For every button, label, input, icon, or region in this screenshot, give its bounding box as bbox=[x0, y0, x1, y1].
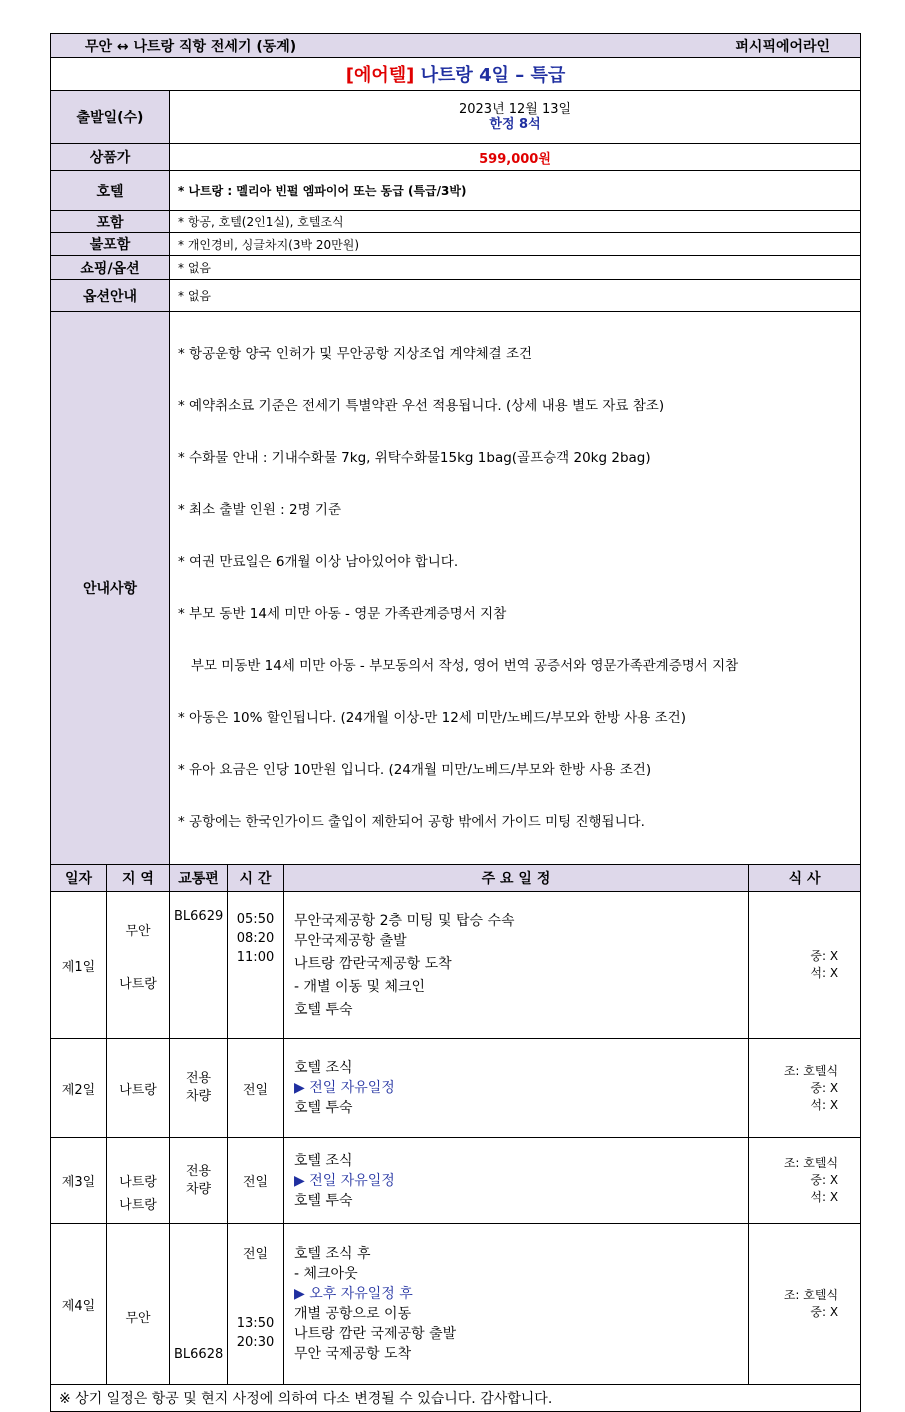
flight-number: BL6629 bbox=[170, 892, 228, 1039]
plan-item: 무안국제공항 출발 bbox=[294, 932, 407, 949]
departure-cell bbox=[170, 91, 861, 144]
price-value: 599,000원 bbox=[170, 144, 861, 171]
plan-cell bbox=[284, 1138, 749, 1224]
meal-item: 조: 호텔식 bbox=[783, 1156, 839, 1170]
region-origin: 나트랑 bbox=[119, 1198, 157, 1213]
plan-cell bbox=[284, 1224, 749, 1385]
include-value: * 항공, 호텔(2인1실), 호텔조식 bbox=[170, 211, 861, 233]
time-cell: 전일 bbox=[228, 1138, 284, 1224]
col-region: 지 역 bbox=[107, 865, 170, 892]
plan-cell bbox=[284, 892, 749, 1039]
meal-item: 중: X bbox=[810, 949, 839, 963]
time-item: 11:00 bbox=[236, 950, 275, 965]
plan-item: - 개별 이동 및 체크인 bbox=[294, 978, 426, 995]
plan-item: 개별 공항으로 이동 bbox=[294, 1306, 412, 1322]
note-item: * 수화물 안내 : 기내수화물 7kg, 위탁수화물15kg 1bag(골프승객 20kg 2bag) bbox=[178, 450, 651, 466]
time-item: 20:30 bbox=[236, 1334, 275, 1350]
route-title: 무안 ↔ 나트랑 직항 전세기 (동계) bbox=[85, 38, 297, 55]
note-item: * 항공운항 양국 인허가 및 무안공항 지상조업 계약체결 조건 bbox=[178, 346, 533, 362]
plan-item: ▶ 오후 자유일정 후 bbox=[294, 1286, 413, 1302]
notes-label: 안내사항 bbox=[51, 312, 170, 865]
region-cell: 나트랑 bbox=[107, 1138, 170, 1224]
transport-cell bbox=[170, 1138, 228, 1224]
note-item: * 부모 동반 14세 미만 아동 - 영문 가족관계증명서 지참 bbox=[178, 606, 507, 622]
departure-label: 출발일(수) bbox=[51, 91, 170, 144]
plan-cell bbox=[284, 1039, 749, 1138]
transport-item: 차량 bbox=[185, 1181, 212, 1197]
note-item: * 유아 요금은 인당 10만원 입니다. (24개월 미만/노베드/부모와 한방 사용 조건) bbox=[178, 762, 652, 778]
meal-cell bbox=[749, 1138, 861, 1224]
option-value: * 없음 bbox=[170, 280, 861, 312]
title-main: 나트랑 4일 – 특급 bbox=[414, 65, 566, 86]
plan-item: 나트랑 깜란국제공항 도착 bbox=[294, 955, 452, 972]
shopping-value: * 없음 bbox=[170, 256, 861, 280]
note-item: 부모 미동반 14세 미만 아동 - 부모동의서 작성, 영어 번역 공증서와 영문가족관계증명서 지참 bbox=[178, 658, 739, 674]
col-day: 일자 bbox=[51, 865, 107, 892]
meal-item: 중: X bbox=[810, 1080, 839, 1095]
footer-note: ※ 상기 일정은 항공 및 현지 사정에 의하여 다소 변경될 수 있습니다. 감사합니다. bbox=[51, 1385, 861, 1412]
itinerary-table bbox=[50, 33, 861, 1412]
time-cell bbox=[228, 1224, 284, 1385]
table-row bbox=[51, 1138, 861, 1224]
region-destination: 나트랑 bbox=[119, 977, 157, 992]
meal-cell bbox=[749, 1224, 861, 1385]
note-item: * 최소 출발 인원 : 2명 기준 bbox=[178, 502, 342, 518]
hotel-value: * 나트랑 : 멜리아 빈펄 엠파이어 또는 동급 (특급/3박) bbox=[170, 171, 861, 211]
route-header bbox=[51, 34, 861, 58]
exclude-label: 불포함 bbox=[51, 233, 170, 256]
exclude-value: * 개인경비, 싱글차지(3박 20만원) bbox=[170, 233, 861, 256]
day-label: 제4일 bbox=[51, 1224, 107, 1385]
day-label: 제2일 bbox=[51, 1039, 107, 1138]
table-row bbox=[51, 892, 861, 1039]
plan-item: ▶ 전일 자유일정 bbox=[294, 1172, 395, 1189]
meal-item: 석: X bbox=[810, 1097, 839, 1112]
plan-item: 호텔 조식 후 bbox=[294, 1246, 371, 1262]
notes-list bbox=[170, 312, 861, 865]
plan-item: 호텔 투숙 bbox=[294, 1192, 353, 1209]
transport-cell bbox=[170, 1039, 228, 1138]
plan-item: 호텔 투숙 bbox=[294, 1100, 353, 1116]
col-meal: 식 사 bbox=[749, 865, 861, 892]
region-cell: 나트랑 bbox=[107, 1039, 170, 1138]
time-item: 08:20 bbox=[236, 931, 275, 946]
departure-date: 2023년 12월 13일 bbox=[458, 102, 572, 117]
region-origin: 무안 bbox=[125, 924, 151, 939]
meal-cell bbox=[749, 892, 861, 1039]
option-label: 옵션안내 bbox=[51, 280, 170, 312]
meal-item: 조: 호텔식 bbox=[783, 1063, 839, 1078]
include-label: 포함 bbox=[51, 211, 170, 233]
table-row bbox=[51, 1224, 861, 1385]
meal-item: 석: X bbox=[810, 966, 839, 980]
airline-name: 퍼시픽에어라인 bbox=[735, 38, 831, 55]
meal-item: 중: X bbox=[810, 1173, 839, 1187]
time-item: 전일 bbox=[242, 1246, 269, 1262]
plan-item: 나트랑 깜란 국제공항 출발 bbox=[294, 1326, 457, 1342]
note-item: * 여권 만료일은 6개월 이상 남아있어야 합니다. bbox=[178, 554, 459, 570]
shopping-label: 쇼핑/옵션 bbox=[51, 256, 170, 280]
table-row bbox=[51, 1039, 861, 1138]
day-label: 제1일 bbox=[51, 892, 107, 1039]
price-label: 상품가 bbox=[51, 144, 170, 171]
note-item: * 예약취소료 기준은 전세기 특별약관 우선 적용됩니다. (상세 내용 별도 자료 참조) bbox=[178, 398, 665, 414]
meal-item: 조: 호텔식 bbox=[783, 1288, 839, 1302]
title-prefix: [에어텔] bbox=[345, 65, 415, 86]
day-label: 제3일 bbox=[51, 1138, 107, 1224]
transport-item: 전용 bbox=[185, 1071, 212, 1086]
plan-item: ▶ 전일 자유일정 bbox=[294, 1080, 395, 1096]
transport-item: 전용 bbox=[185, 1163, 212, 1179]
meal-item: 중: X bbox=[810, 1305, 839, 1319]
hotel-label: 호텔 bbox=[51, 171, 170, 211]
region-destination: 무안 bbox=[125, 1311, 151, 1326]
meal-item: 석: X bbox=[810, 1190, 839, 1204]
col-transport: 교통편 bbox=[170, 865, 228, 892]
plan-item: 호텔 조식 bbox=[294, 1152, 353, 1169]
plan-item: 무안 국제공항 도착 bbox=[294, 1346, 412, 1362]
plan-item: - 체크아웃 bbox=[294, 1266, 358, 1282]
plan-item: 무안국제공항 2층 미팅 및 탑승 수속 bbox=[294, 912, 515, 929]
plan-item: 호텔 조식 bbox=[294, 1060, 353, 1076]
region-cell bbox=[107, 892, 170, 1039]
product-title bbox=[51, 58, 861, 91]
region-cell bbox=[107, 1198, 170, 1385]
time-item: 13:50 bbox=[236, 1315, 275, 1331]
transport-item: 차량 bbox=[185, 1089, 212, 1104]
seat-limit: 한정 8석 bbox=[489, 117, 541, 132]
note-item: * 공항에는 한국인가이드 출입이 제한되어 공항 밖에서 가이드 미팅 진행됩니다. bbox=[178, 814, 645, 830]
time-item: 05:50 bbox=[236, 912, 275, 927]
flight-number: BL6628 bbox=[170, 1224, 228, 1385]
plan-item: 호텔 투숙 bbox=[294, 1001, 353, 1018]
col-plan: 주 요 일 정 bbox=[284, 865, 749, 892]
time-cell bbox=[228, 892, 284, 1039]
col-time: 시 간 bbox=[228, 865, 284, 892]
time-cell: 전일 bbox=[228, 1039, 284, 1138]
note-item: * 아동은 10% 할인됩니다. (24개월 이상-만 12세 미만/노베드/부모와 한방 사용 조건) bbox=[178, 710, 686, 726]
meal-cell bbox=[749, 1039, 861, 1138]
